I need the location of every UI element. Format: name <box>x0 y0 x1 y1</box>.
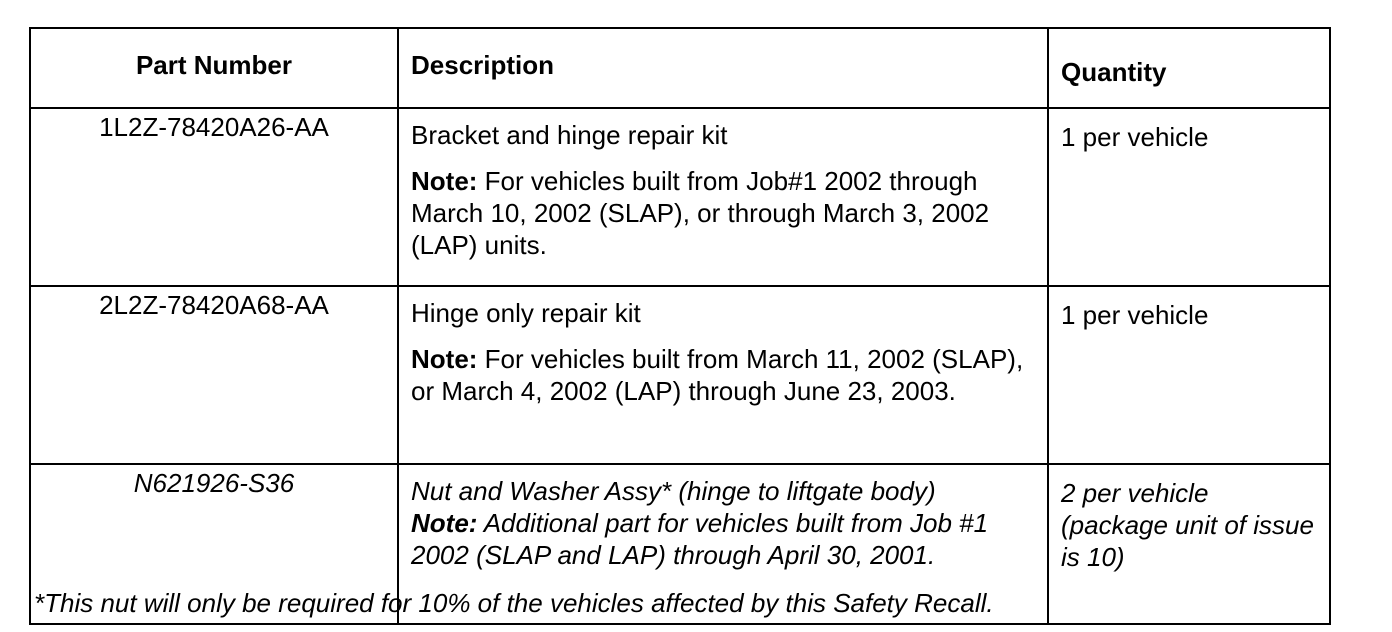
header-part-number: Part Number <box>30 28 398 108</box>
note-label: Note: <box>411 344 478 374</box>
description-note <box>411 343 1035 407</box>
quantity-cell: 1 per vehicle <box>1048 108 1330 286</box>
quantity-cell: 2 per vehicle (package unit of issue is 10) <box>1048 464 1330 624</box>
description-text: Bracket and hinge repair kit <box>411 120 728 150</box>
note-label: Note: <box>411 508 478 538</box>
quantity-cell: 1 per vehicle <box>1048 286 1330 464</box>
note-label: Note: <box>411 166 478 196</box>
header-description: Description <box>398 28 1048 108</box>
footnote: *This nut will only be required for 10% of the vehicles affected by this Safety Recall. <box>34 588 994 618</box>
note-text: For vehicles built from March 11, 2002 (SLAP), or March 4, 2002 (LAP) through June 23, 2003. <box>411 344 1024 406</box>
part-number-cell: 2L2Z-78420A68-AA <box>30 286 398 464</box>
header-quantity: Quantity <box>1048 28 1330 108</box>
note-text: Additional part for vehicles built from Job #1 2002 (SLAP and LAP) through April 30, 2001. <box>411 508 989 570</box>
part-number-cell: 1L2Z-78420A26-AA <box>30 108 398 286</box>
description-cell <box>398 108 1048 286</box>
table-header-row <box>30 28 1330 108</box>
table-row <box>30 108 1330 286</box>
parts-table <box>29 27 1331 625</box>
description-text: Hinge only repair kit <box>411 298 641 328</box>
description-note <box>411 165 1035 261</box>
description-cell <box>398 286 1048 464</box>
part-number-cell: N621926-S36 <box>30 464 398 624</box>
note-text: For vehicles built from Job#1 2002 through March 10, 2002 (SLAP), or through March 3, 2002 (LAP) units. <box>411 166 990 260</box>
description-note <box>411 507 1035 571</box>
description-text: Nut and Washer Assy* (hinge to liftgate body) <box>411 476 936 506</box>
table-row <box>30 286 1330 464</box>
